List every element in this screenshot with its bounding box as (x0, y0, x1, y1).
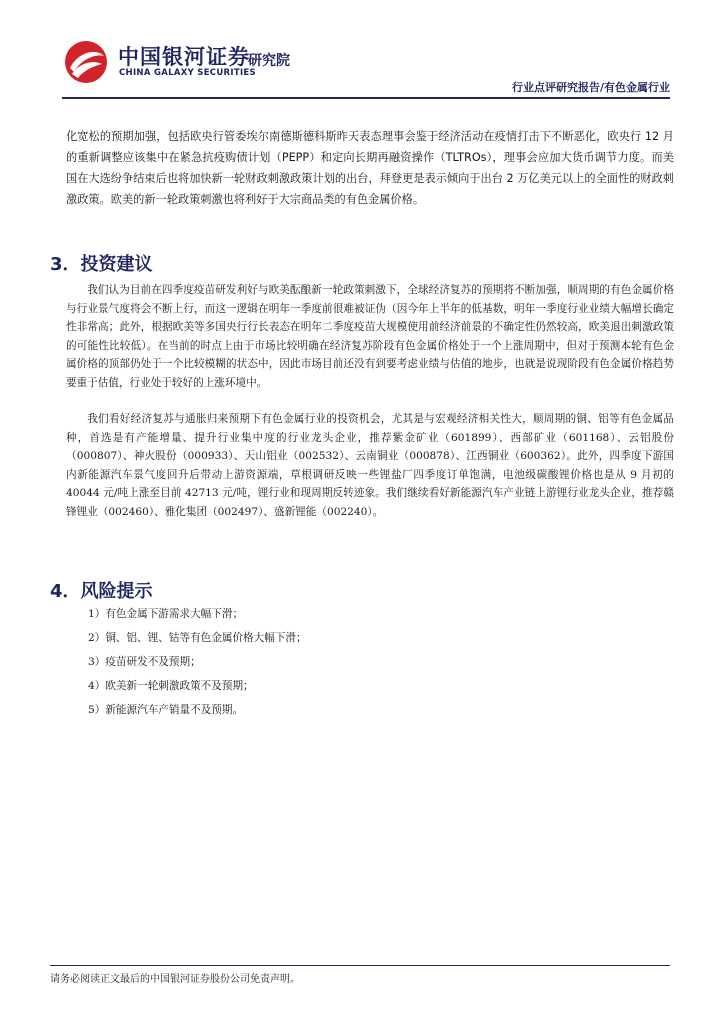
risk-item: 4）欧美新一轮刺激政策不及预期； (88, 680, 254, 692)
galaxy-logo-icon (62, 38, 110, 86)
logo-chinese-name: 中国银河证券 (118, 45, 250, 69)
logo-institute: 研究院 (248, 53, 290, 69)
risk-list (88, 602, 307, 722)
section-heading-investment-advice: 3．投资建议 (50, 254, 153, 275)
footer-divider (50, 965, 670, 966)
page-header (0, 0, 724, 110)
report-category-tag: 行业点评研究报告/有色金属行业 (511, 81, 670, 94)
logo-english-name: CHINA GALAXY SECURITIES (119, 68, 256, 78)
section-heading-risk-warning: 4．风险提示 (50, 581, 153, 602)
intro-paragraph: 化宽松的预期加强，包括欧央行管委埃尔南德斯德科斯昨天表态理事会鉴于经济活动在疫情打击下不断恶化，欧央行 12 月的重新调整应该集中在紧急抗疫购债计划（PEPP）和定向长期再融资操作（TLTROs），理事会应加大货币调节力度。而美国在大选纷争结束后也将加快新一轮财政刺激政策计划的出台，拜登更是表示倾向于出台 2 万亿美元以上的全面性的财政刺激政策。欧美的新一轮政策刺激也将利好于大宗商品类的有色金属价格。 (66, 130, 674, 206)
header-divider (62, 97, 670, 99)
risk-item: 3）疫苗研发不及预期； (88, 656, 201, 668)
footer-disclaimer: 请务必阅读正文最后的中国银河证券股份公司免责声明。 (50, 974, 300, 985)
investment-paragraph-1: 我们认为目前在四季度疫苗研发利好与欧美酝酿新一轮政策刺激下，全球经济复苏的预期将不断加强，顺周期的有色金属价格与行业景气度将会不断上行，而这一逻辑在明年一季度前很难被证伪（因今年上半年的低基数，明年一季度行业业绩大幅增长确定性非常高；此外，根据欧美等多国央行行长表态在明年二季度疫苗大规模使用前经济前景的不确定性仍然较高，欧美退出刺激政策的可能性比较低）。在当前的时点上由于市场比较明确在经济复苏阶段有色金属价格处于一个上涨周期中，但对于预测本轮有色金属价格的顶部仍处于一个比较模糊的状态中，因此市场目前还没有到要考虑业绩与估值的地步，也就是说现阶段有色金属价格趋势要重于估值，行业处于较好的上涨环境中。 (66, 284, 674, 389)
risk-item: 5）新能源汽车产销量不及预期。 (88, 704, 244, 716)
risk-item: 2）铜、铝、锂、钴等有色金属价格大幅下滑； (88, 632, 307, 644)
risk-item: 1）有色金属下游需求大幅下滑； (88, 608, 244, 620)
investment-paragraph-2: 我们看好经济复苏与通胀归来预期下有色金属行业的投资机会，尤其是与宏观经济相关性大，顺周期的铜、铝等有色金属品种，首选是有产能增量、提升行业集中度的行业龙头企业，推荐紫金矿业（601899）、西部矿业（601168）、云铝股份（000807）、神火股份（000933）、天山铝业（002532）、云南铜业（000878）、江西铜业（600362）。此外，四季度下游国内新能源汽车景气度回升后带动上游资源端，草根调研反映一些锂盐厂四季度订单饱满，电池级碳酸锂价格也是从 9 月初的 40044 元/吨上涨至目前 42713 元/吨，锂行业和现周期反转迹象。我们继续看好新能源汽车产业链上游锂行业龙头企业，推荐赣锋锂业（002460）、雅化集团（002497）、盛新锂能（002240）。 (66, 413, 674, 518)
